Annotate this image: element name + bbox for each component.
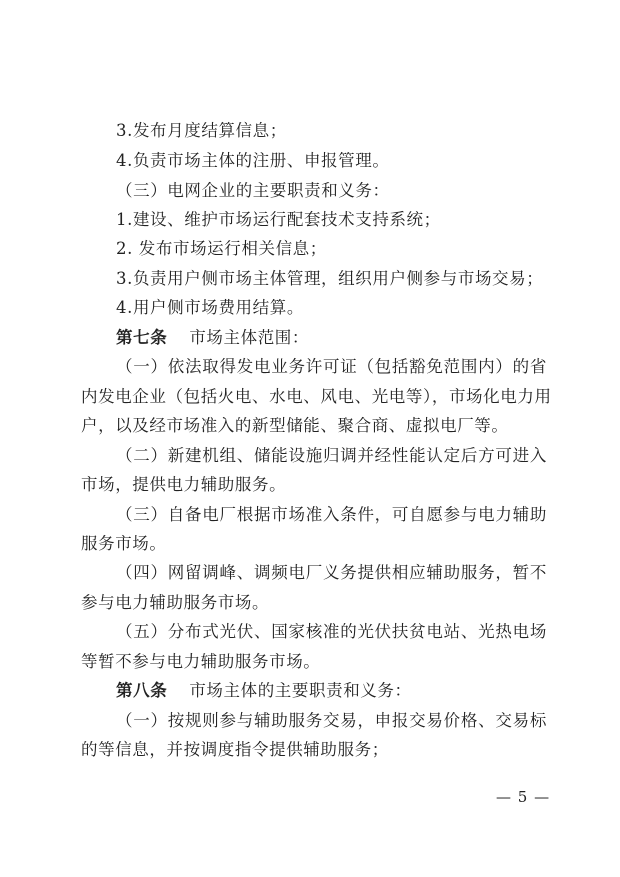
list-item: 2. 发布市场运行相关信息； [116, 239, 327, 258]
article-text: 市场主体的主要职责和义务： [189, 681, 412, 700]
paragraph-line: （五）分布式光伏、国家核准的光伏扶贫电站、光热电场 [116, 622, 547, 641]
paragraph-line: 参与电力辅助服务市场。 [81, 593, 270, 612]
section-heading: （三）电网企业的主要职责和义务： [116, 181, 390, 200]
article-heading [116, 681, 547, 701]
paragraph-line: （一）按规则参与辅助服务交易，申报交易价格、交易标 [116, 711, 547, 730]
paragraph-line: （一）依法取得发电业务许可证（包括豁免范围内）的省 [116, 357, 547, 376]
list-item: 3.负责用户侧市场主体管理，组织用户侧参与市场交易； [116, 269, 544, 288]
paragraph-line: （三）自备电厂根据市场准入条件，可自愿参与电力辅助 [116, 505, 547, 524]
paragraph-line: 的等信息，并按调度指令提供辅助服务； [81, 740, 389, 759]
article-number: 第八条 [116, 681, 168, 700]
article-number: 第七条 [116, 328, 168, 347]
paragraph-line: 户，以及经市场准入的新型储能、聚合商、虚拟电厂等。 [81, 416, 509, 435]
article-text: 市场主体范围： [189, 328, 310, 347]
paragraph-line: 服务市场。 [81, 534, 167, 553]
paragraph-line: 等暂不参与电力辅助服务市场。 [81, 652, 321, 671]
list-item: 4.负责市场主体的注册、申报管理。 [116, 151, 390, 170]
page-number: — 5 — [496, 788, 551, 806]
list-item: 3.发布月度结算信息； [116, 121, 287, 140]
paragraph-line: （二）新建机组、储能设施归调并经性能认定后方可进入 [116, 446, 547, 465]
article-heading [116, 328, 547, 348]
list-item: 4.用户侧市场费用结算。 [116, 298, 304, 317]
paragraph-line: （四）网留调峰、调频电厂义务提供相应辅助服务，暂不 [116, 563, 547, 582]
paragraph-line: 市场，提供电力辅助服务。 [81, 475, 287, 494]
paragraph-line: 内发电企业（包括火电、水电、风电、光电等），市场化电力用 [81, 387, 552, 406]
list-item: 1.建设、维护市场运行配套技术支持系统； [116, 210, 441, 229]
